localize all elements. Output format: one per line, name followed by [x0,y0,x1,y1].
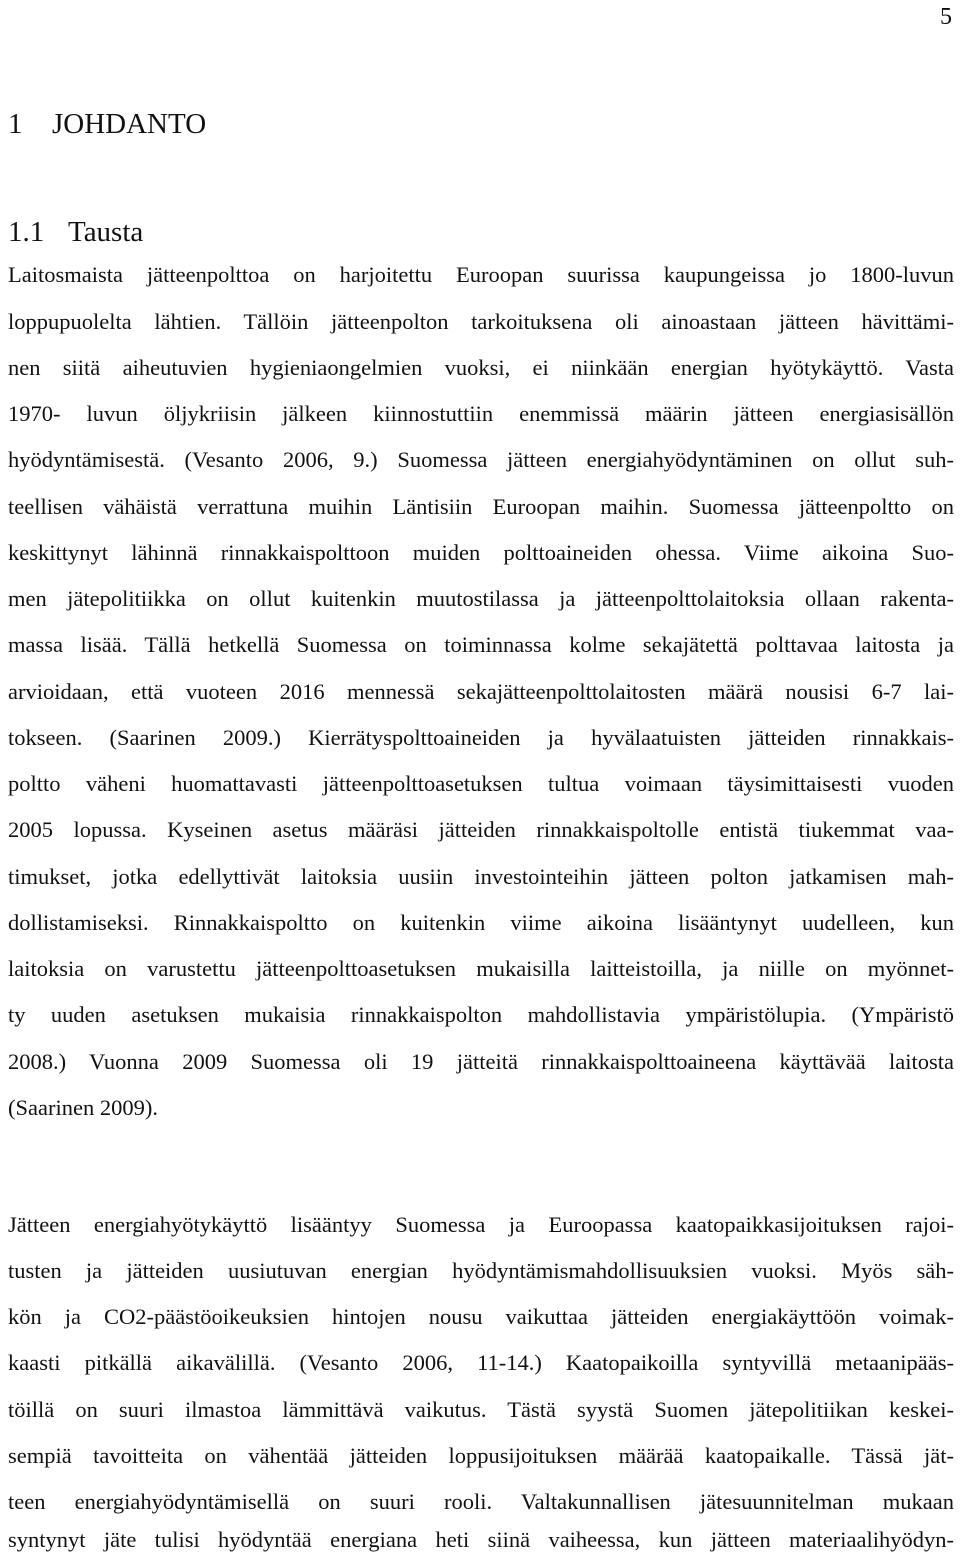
paragraph-line: töillä on suuri ilmastoa lämmittävä vaikutus. Tästä syystä Suomen jätepolitiikan keskei- [8,1397,954,1422]
paragraph-line: (Saarinen 2009). [8,1095,158,1120]
paragraph-line: 2005 lopussa. Kyseinen asetus määräsi jätteiden rinnakkaispoltolle entistä tiukemmat vaa- [8,817,954,842]
paragraph-line: dollistamiseksi. Rinnakkaispoltto on kuitenkin viime aikoina lisääntynyt uudelleen, kun [8,910,954,935]
paragraph-line: teellisen vähäistä verrattuna muihin Läntisiin Euroopan maihin. Suomessa jätteenpoltto on [8,494,954,519]
paragraph-line: men jätepolitiikka on ollut kuitenkin muutostilassa ja jätteenpolttolaitoksia ollaan rakenta- [8,586,954,611]
page-number: 5 [940,4,952,30]
paragraph-line: poltto väheni huomattavasti jätteenpolttoasetuksen tultua voimaan täysimittaisesti vuoden [8,771,954,796]
paragraph-line: teen energiahyödyntämisellä on suuri rooli. Valtakunnallisen jätesuunnitelman mukaan [8,1489,954,1514]
paragraph-line: hyödyntämisestä. (Vesanto 2006, 9.) Suomessa jätteen energiahyödyntäminen on ollut suh- [8,447,954,472]
chapter-heading [8,106,206,142]
chapter-title: JOHDANTO [52,108,207,140]
paragraph-line: 1970- luvun öljykriisin jälkeen kiinnostuttiin enemmissä määrin jätteen energiasisällön [8,401,954,426]
paragraph-line: massa lisää. Tällä hetkellä Suomessa on toiminnassa kolme sekajätettä polttavaa laitosta ja [8,632,954,657]
paragraph-line: kön ja CO2-päästöoikeuksien hintojen nousu vaikuttaa jätteiden energiakäyttöön voimak- [8,1304,954,1329]
paragraph-line: sempiä tavoitteita on vähentää jätteiden loppusijoituksen määrää kaatopaikalle. Tässä jät- [8,1443,954,1468]
paragraph-line: laitoksia on varustettu jätteenpolttoasetuksen mukaisilla laitteistoilla, ja niille on myönnet- [8,956,954,981]
section-heading [8,214,143,250]
paragraph-line: keskittynyt lähinnä rinnakkaispolttoon muiden polttoaineiden ohessa. Viime aikoina Suo- [8,540,954,565]
paragraph-line: kaasti pitkällä aikavälillä. (Vesanto 2006, 11-14.) Kaatopaikoilla syntyvillä metaanipääs- [8,1350,954,1375]
chapter-number: 1 [8,108,23,140]
paragraph-line: 2008.) Vuonna 2009 Suomessa oli 19 jätteitä rinnakkaispolttoaineena käyttävää laitosta [8,1049,954,1074]
section-number: 1.1 [8,216,45,248]
paragraph-line: Jätteen energiahyötykäyttö lisääntyy Suomessa ja Euroopassa kaatopaikkasijoituksen rajoi- [8,1212,954,1237]
paragraph-line: tusten ja jätteiden uusiutuvan energian hyödyntämismahdollisuuksien vuoksi. Myös säh- [8,1258,954,1283]
paragraph-line: ty uuden asetuksen mukaisia rinnakkaispolton mahdollistavia ympäristölupia. (Ympäristö [8,1002,954,1027]
paragraph-line: timukset, jotka edellyttivät laitoksia uusiin investointeihin jätteen polton jatkamisen mah- [8,864,954,889]
paragraph-line: nen siitä aiheutuvien hygieniaongelmien vuoksi, ei niinkään energian hyötykäyttö. Vasta [8,355,954,380]
paragraph-line: loppupuolelta lähtien. Tällöin jätteenpolton tarkoituksena oli ainoastaan jätteen hävittämi- [8,309,954,334]
paragraph-line: tokseen. (Saarinen 2009.) Kierrätyspolttoaineiden ja hyvälaatuisten jätteiden rinnakkais- [8,725,954,750]
section-title: Tausta [68,216,144,248]
paragraph-line: arvioidaan, että vuoteen 2016 mennessä sekajätteenpolttolaitosten määrä nousisi 6-7 lai- [8,679,954,704]
paragraph-line: Laitosmaista jätteenpolttoa on harjoitettu Euroopan suurissa kaupungeissa jo 1800-luvun [8,262,954,287]
paragraph-line: syntynyt jäte tulisi hyödyntää energiana heti siinä vaiheessa, kun jätteen materiaalihyödyn- [8,1527,954,1552]
